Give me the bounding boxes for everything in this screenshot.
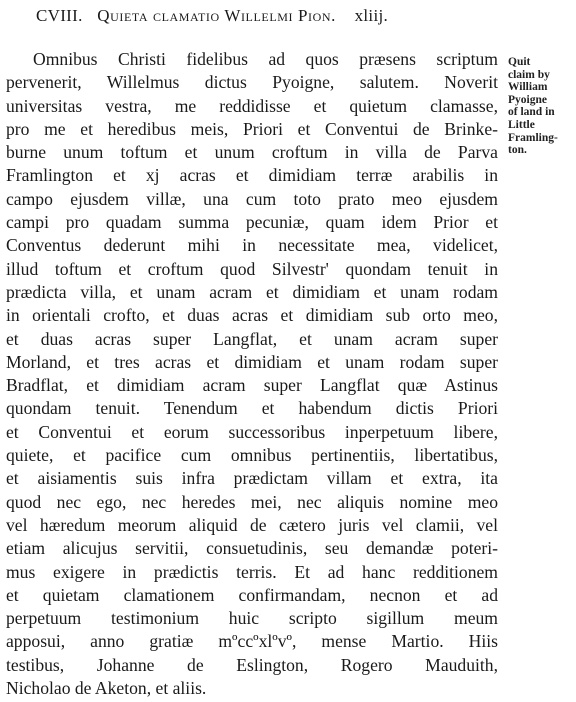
body-line: Bradflat, et dimidiam acram super Langflat quæ Astinus xyxy=(6,375,498,396)
body-line: et duas acras super Langflat, et unam acram super xyxy=(6,328,498,349)
margin-note-line: of land in xyxy=(508,106,555,119)
body-line: pro me et heredibus meis, Priori et Conventui de Brinke- xyxy=(6,118,498,139)
body-line: pervenerit, Willelmus dictus Pyoigne, salutem. Noverit xyxy=(6,72,498,93)
margin-note-line: Pyoigne xyxy=(508,93,547,106)
body-line: quondam tenuit. Tenendum et habendum dictis Priori xyxy=(6,398,498,419)
body-line: et aisiamentis suis infra prædictam villam et extra, ita xyxy=(6,468,498,489)
body-line: campo ejusdem villæ, una cum toto prato meo ejusdem xyxy=(6,188,498,209)
body-line: perpetuum testimonium huic scripto sigillum meum xyxy=(6,608,498,629)
margin-note-line: ton. xyxy=(508,144,527,157)
body-line: apposui, anno gratiæ mºccºxlºvº, mense Martio. Hiis xyxy=(6,631,498,652)
margin-note-line: claim by xyxy=(508,68,550,81)
charter-body xyxy=(6,48,498,700)
margin-note-line: Little xyxy=(508,118,535,131)
body-line: Nicholao de Aketon, et aliis. xyxy=(6,678,207,699)
margin-note-line: William xyxy=(508,81,548,94)
body-line: etiam alicujus servitii, consuetudinis, seu demandæ poteri- xyxy=(6,538,498,559)
charter-number: CVIII. xyxy=(36,6,83,25)
margin-note-line: Quit xyxy=(508,56,531,68)
body-line: testibus, Johanne de Eslington, Rogero Mauduith, xyxy=(6,654,498,675)
body-line: vel hæredum meorum aliquid de cætero juris vel clamii, vel xyxy=(6,514,498,535)
body-line: Omnibus Christi fidelibus ad quos præsens scriptum xyxy=(33,49,498,69)
body-line: Morland, et tres acras et dimidiam et unam rodam super xyxy=(6,351,498,372)
body-line: quod nec ego, nec heredes mei, nec aliquis nomine meo xyxy=(6,491,498,512)
folio-number: xliij. xyxy=(354,6,389,25)
charter-heading xyxy=(36,6,556,26)
body-line: universitas vestra, me reddidisse et quietum clamasse, xyxy=(6,95,498,116)
body-line: burne unum toftum et unum croftum in villa de Parva xyxy=(6,142,498,163)
body-line: et quietam clamationem confirmandam, necnon et ad xyxy=(6,584,498,605)
body-line: mus exigere in prædictis terris. Et ad hanc redditionem xyxy=(6,561,498,582)
margin-note xyxy=(508,56,574,157)
margin-note-line: Framling- xyxy=(508,131,558,144)
body-line: campi pro quadam summa pecuniæ, quam idem Prior et xyxy=(6,212,498,233)
charter-title: Quieta clamatio Willelmi Pion. xyxy=(97,6,337,25)
body-line: Framlington et xj acras et dimidiam terræ arabilis in xyxy=(6,165,498,186)
body-line: quiete, et pacifice cum omnibus pertinentiis, libertatibus, xyxy=(6,445,498,466)
body-line: prædicta villa, et unam acram et dimidiam et unam rodam xyxy=(6,281,498,302)
body-line: Conventus dederunt mihi in necessitate mea, videlicet, xyxy=(6,235,498,256)
body-line: et Conventui et eorum successoribus inperpetuum libere, xyxy=(6,421,498,442)
body-line: illud toftum et croftum quod Silvestr' quondam tenuit in xyxy=(6,258,498,279)
body-line: in orientali crofto, et duas acras et dimidiam sub orto meo, xyxy=(6,305,498,326)
